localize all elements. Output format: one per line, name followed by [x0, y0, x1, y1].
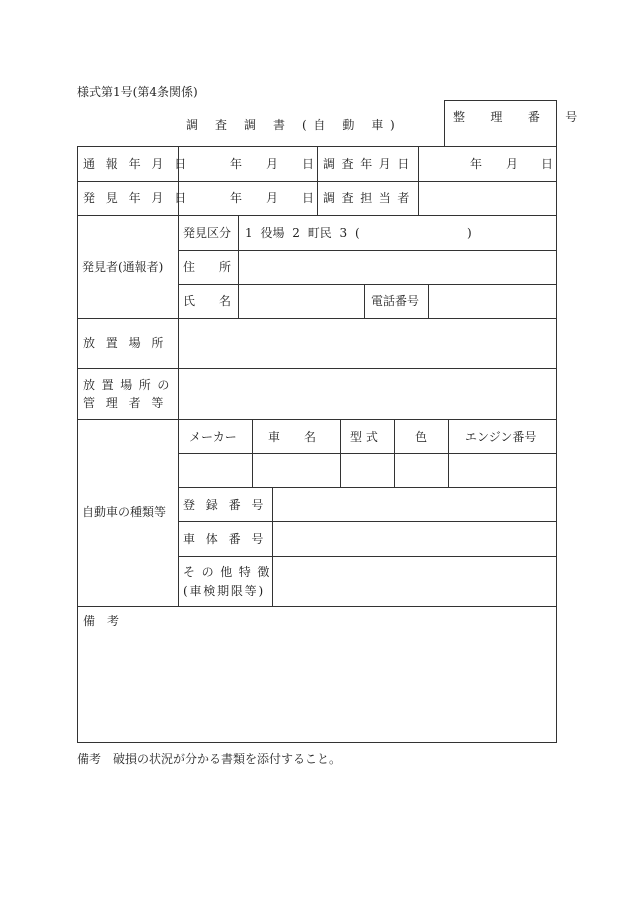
category-close: )	[467, 226, 472, 240]
col-maker: メーカー	[189, 430, 237, 444]
registration-label: 登録番号	[183, 498, 275, 512]
survey-month: 月	[506, 157, 519, 171]
report-date-label: 通報年月日	[83, 157, 198, 171]
manager-label-line1: 放置場所の	[83, 378, 177, 392]
col-model: 型 式	[350, 430, 378, 444]
category-options: 1 役場 2 町民 3 (	[245, 226, 360, 240]
vehicle-label: 自動車の種類等	[82, 505, 167, 519]
finder-label: 発見者(通報者)	[82, 260, 164, 274]
form-title: 調 査 調 書 (自 動 車)	[186, 118, 402, 132]
found-year: 年	[230, 191, 243, 205]
remarks-label: 備 考	[83, 614, 120, 628]
ref-number-label: 整 理 番 号	[453, 110, 589, 124]
category-label: 発見区分	[183, 226, 232, 240]
officer-label: 調査担当者	[323, 191, 417, 205]
col-color: 色	[415, 430, 428, 444]
found-day: 日	[302, 191, 315, 205]
other-features-label: その他特徴	[183, 565, 277, 579]
survey-day: 日	[541, 157, 554, 171]
footer-note: 備考 破損の状況が分かる書類を添付すること。	[77, 752, 342, 766]
report-day: 日	[302, 157, 315, 171]
report-month: 月	[266, 157, 279, 171]
other-features-sub-label: (車検期限等)	[183, 584, 265, 598]
survey-year: 年	[470, 157, 483, 171]
body-number-label: 車体番号	[183, 532, 275, 546]
report-year: 年	[230, 157, 243, 171]
form-number: 様式第1号(第4条関係)	[77, 85, 198, 99]
found-month: 月	[266, 191, 279, 205]
name-label: 氏 名	[183, 294, 232, 308]
place-label: 放置場所	[83, 336, 175, 350]
survey-date-label: 調査年月日	[323, 157, 417, 171]
address-label: 住 所	[183, 260, 232, 274]
col-car-name: 車 名	[268, 430, 317, 444]
phone-label: 電話番号	[371, 294, 420, 308]
manager-label-line2: 管理者等	[83, 396, 175, 410]
found-date-label: 発見年月日	[83, 191, 198, 205]
col-engine-number: エンジン番号	[465, 430, 537, 444]
